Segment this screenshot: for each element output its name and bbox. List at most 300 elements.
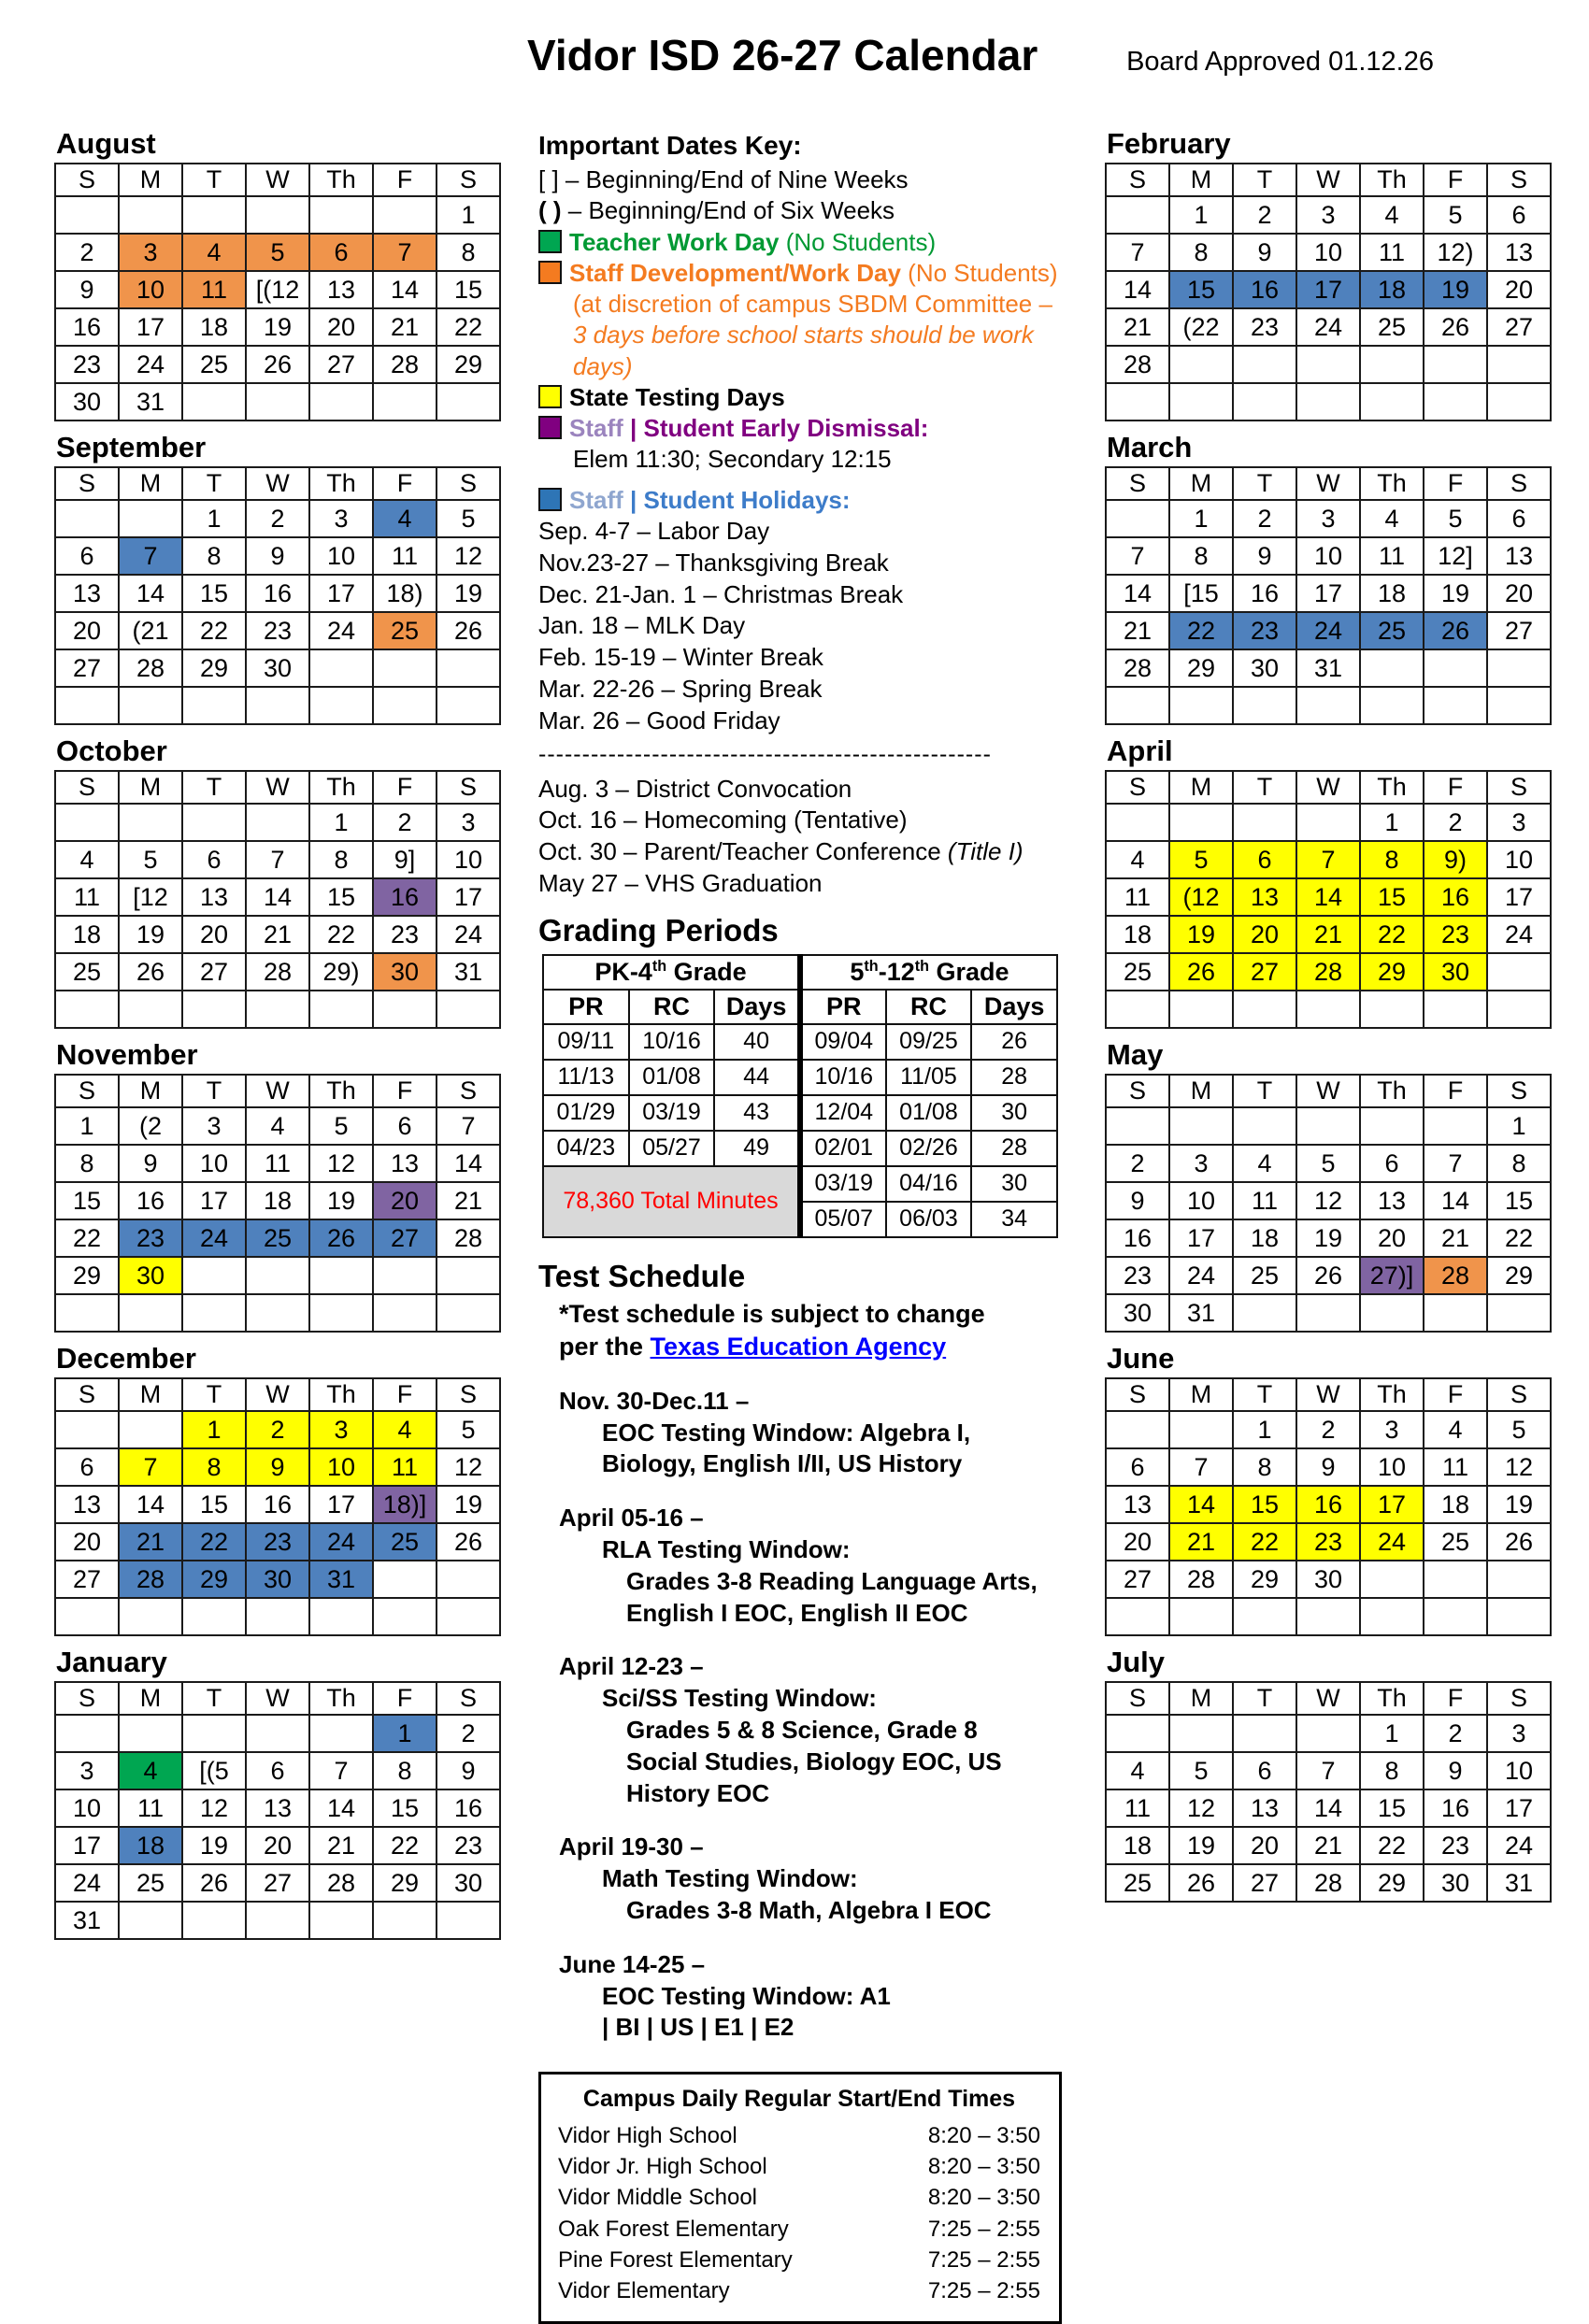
day-cell: 4 <box>246 1107 309 1145</box>
day-cell <box>1169 346 1233 383</box>
day-cell: 24 <box>1487 1827 1551 1864</box>
day-header-cell: S <box>437 1075 500 1107</box>
day-cell: 18 <box>182 308 246 346</box>
day-header-cell: S <box>1106 1075 1169 1107</box>
day-cell: 25 <box>373 612 437 649</box>
day-header-cell: S <box>55 1682 119 1715</box>
campus-time: 7:25 – 2:55 <box>927 2216 1040 2242</box>
day-cell <box>1106 196 1169 234</box>
day-cell: 19 <box>182 1827 246 1864</box>
day-header-cell: S <box>437 771 500 804</box>
day-cell <box>309 1715 373 1752</box>
day-cell: 27 <box>246 1864 309 1902</box>
day-cell: 19 <box>119 916 182 953</box>
day-cell: 12 <box>437 537 500 575</box>
day-cell: 1 <box>1360 804 1424 841</box>
day-cell: 21 <box>1424 1219 1487 1257</box>
day-cell: 1 <box>1169 500 1233 537</box>
day-cell <box>1169 1107 1233 1145</box>
day-cell: 7 <box>1296 1752 1360 1789</box>
day-header-cell: W <box>1296 771 1360 804</box>
day-cell: 21 <box>309 1827 373 1864</box>
grading-cell: 34 <box>971 1202 1057 1237</box>
day-cell: 24 <box>309 612 373 649</box>
day-header-cell: T <box>1233 164 1296 196</box>
day-cell: 7 <box>1296 841 1360 878</box>
day-cell: 21 <box>1296 916 1360 953</box>
day-cell: 23 <box>55 346 119 383</box>
middle-column <box>529 125 1077 2324</box>
test-schedule-note <box>559 1298 989 1363</box>
day-cell <box>1106 1107 1169 1145</box>
day-cell: 2 <box>1233 500 1296 537</box>
teacher-workday-label: Teacher Work Day <box>569 227 780 256</box>
day-cell: 3 <box>1296 196 1360 234</box>
day-cell: 25 <box>1360 612 1424 649</box>
day-cell: 15 <box>1360 1789 1424 1827</box>
day-cell: 4 <box>182 234 246 271</box>
day-cell: 17 <box>1487 878 1551 916</box>
holidays-block <box>538 485 1069 737</box>
day-cell: 7 <box>119 1448 182 1486</box>
day-cell <box>1424 687 1487 724</box>
day-cell <box>1106 1411 1169 1448</box>
day-cell: 17 <box>1296 271 1360 308</box>
day-cell: 25 <box>1233 1257 1296 1294</box>
test-item-line: English I EOC, English II EOC <box>626 1598 968 1627</box>
day-cell: 3 <box>309 1411 373 1448</box>
day-cell: 16 <box>119 1182 182 1219</box>
day-cell: 23 <box>373 916 437 953</box>
day-cell <box>55 196 119 234</box>
day-header-cell: F <box>373 1378 437 1411</box>
day-cell: 14 <box>119 1486 182 1523</box>
day-cell: 1 <box>1169 196 1233 234</box>
test-item-line: Sci/SS Testing Window: <box>602 1684 877 1713</box>
day-cell: 1 <box>55 1107 119 1145</box>
month-title: May <box>1107 1038 1164 1071</box>
day-cell: 4 <box>1360 500 1424 537</box>
day-cell: 27 <box>55 1561 119 1598</box>
day-cell: 9 <box>119 1145 182 1182</box>
day-cell: 17 <box>119 308 182 346</box>
day-header-cell: T <box>1233 1378 1296 1411</box>
day-cell: 29 <box>1233 1561 1296 1598</box>
day-cell <box>1233 687 1296 724</box>
month-march <box>1105 431 1552 725</box>
grading-cell: 06/03 <box>886 1202 972 1237</box>
day-cell <box>1106 1598 1169 1635</box>
holiday-item: Mar. 22-26 – Spring Break <box>538 674 823 703</box>
event-text: Oct. 30 – Parent/Teacher Conference <box>538 837 948 866</box>
day-cell: 24 <box>55 1864 119 1902</box>
day-header-cell: S <box>55 1075 119 1107</box>
day-cell: 4 <box>1106 1752 1169 1789</box>
day-cell <box>1233 1715 1296 1752</box>
test-item-line: Biology, English I/II, US History <box>602 1449 963 1478</box>
day-cell <box>182 687 246 724</box>
day-header-cell: M <box>1169 771 1233 804</box>
day-cell: 13 <box>309 271 373 308</box>
day-header-cell: S <box>437 1682 500 1715</box>
campus-name: Vidor Jr. High School <box>558 2154 767 2180</box>
day-cell: 29) <box>309 953 373 991</box>
day-cell: 15 <box>1360 878 1424 916</box>
month-title: March <box>1107 431 1193 463</box>
day-cell: 14 <box>119 575 182 612</box>
day-header-cell: W <box>246 771 309 804</box>
day-cell: 12 <box>437 1448 500 1486</box>
month-title: June <box>1107 1342 1175 1375</box>
day-cell <box>119 1598 182 1635</box>
grading-cell: 04/16 <box>886 1166 972 1202</box>
day-cell: 28 <box>1424 1257 1487 1294</box>
grading-cell: 03/19 <box>800 1166 886 1202</box>
day-header-cell: T <box>182 1682 246 1715</box>
day-header-cell: M <box>119 771 182 804</box>
day-cell: 11 <box>119 1789 182 1827</box>
day-cell: 9] <box>373 841 437 878</box>
day-cell <box>1296 991 1360 1028</box>
day-cell: 14 <box>437 1145 500 1182</box>
day-cell: 10 <box>1296 234 1360 271</box>
day-cell: 12 <box>309 1145 373 1182</box>
day-cell <box>1487 346 1551 383</box>
holidays-pipe: | <box>623 485 644 514</box>
test-schedule-items <box>538 1386 1069 2044</box>
day-cell <box>373 383 437 421</box>
month-title: February <box>1107 127 1231 160</box>
day-cell: 7 <box>246 841 309 878</box>
day-cell <box>55 804 119 841</box>
day-header-cell: S <box>1487 771 1551 804</box>
day-cell <box>246 1294 309 1332</box>
day-cell: 25 <box>1360 308 1424 346</box>
staff-development-label: Staff Development/Work Day <box>569 258 901 287</box>
day-cell: 13 <box>1106 1486 1169 1523</box>
day-cell: 11 <box>373 537 437 575</box>
grading-cell: 10/16 <box>800 1060 886 1095</box>
day-cell: 27)] <box>1360 1257 1424 1294</box>
day-cell: 3 <box>1487 1715 1551 1752</box>
test-item-line: Grades 3-8 Reading Language Arts, <box>626 1566 1038 1595</box>
campus-row <box>558 2151 1040 2182</box>
day-cell: 23 <box>437 1827 500 1864</box>
day-cell <box>182 804 246 841</box>
day-cell <box>246 383 309 421</box>
day-cell: 27 <box>55 649 119 687</box>
grading-col-header: PR <box>800 990 886 1024</box>
grade-band-header-5-12: 5th-12th Grade <box>800 955 1057 990</box>
day-cell: 24 <box>309 1523 373 1561</box>
day-cell: 1 <box>1487 1107 1551 1145</box>
day-cell: 4 <box>55 841 119 878</box>
day-cell <box>437 1294 500 1332</box>
day-cell: 10 <box>1487 841 1551 878</box>
day-header-cell: M <box>119 1378 182 1411</box>
page-header <box>54 24 1552 125</box>
day-cell: 8 <box>1360 841 1424 878</box>
day-cell: 28 <box>119 649 182 687</box>
day-cell <box>1296 1598 1360 1635</box>
day-cell <box>1106 500 1169 537</box>
grading-cell: 10/16 <box>629 1024 715 1060</box>
day-cell: 7 <box>373 234 437 271</box>
day-cell <box>437 991 500 1028</box>
day-cell: 28 <box>1106 649 1169 687</box>
day-cell <box>119 1902 182 1939</box>
test-item <box>559 1832 1069 1926</box>
grading-col-header: Days <box>971 990 1057 1024</box>
test-item-date: Nov. 30-Dec.11 – <box>559 1386 750 1415</box>
day-header-cell: Th <box>1360 771 1424 804</box>
day-cell: 6 <box>246 1752 309 1789</box>
day-cell: 27 <box>1233 953 1296 991</box>
day-cell <box>246 1257 309 1294</box>
test-note-text: *Test schedule is subject to change per the <box>559 1299 985 1361</box>
day-header-cell: S <box>1106 771 1169 804</box>
day-header-cell: S <box>1487 1075 1551 1107</box>
month-title: April <box>1107 734 1173 767</box>
day-cell <box>373 1598 437 1635</box>
staff-development-note <box>573 289 1069 382</box>
month-table <box>54 1681 501 1940</box>
day-cell <box>182 1294 246 1332</box>
day-cell <box>1360 1294 1424 1332</box>
day-cell: 22 <box>182 1523 246 1561</box>
day-cell: 11 <box>246 1145 309 1182</box>
day-cell: 11 <box>55 878 119 916</box>
day-cell: 14 <box>246 878 309 916</box>
day-cell: 22 <box>373 1827 437 1864</box>
day-cell: 30 <box>437 1864 500 1902</box>
day-cell: 24 <box>437 916 500 953</box>
day-cell <box>1487 1294 1551 1332</box>
right-month-column <box>1105 125 1552 2324</box>
grading-cell: 12/04 <box>800 1095 886 1131</box>
month-table <box>1105 1074 1552 1333</box>
day-header-cell: T <box>182 467 246 500</box>
day-cell <box>119 1411 182 1448</box>
day-cell <box>119 196 182 234</box>
day-cell: 26 <box>437 612 500 649</box>
day-cell: 18 <box>1106 916 1169 953</box>
day-cell: 13 <box>373 1145 437 1182</box>
day-cell: 13 <box>1233 878 1296 916</box>
holiday-item: Jan. 18 – MLK Day <box>538 611 746 640</box>
day-cell: 8 <box>182 537 246 575</box>
day-header-cell: S <box>437 164 500 196</box>
campus-name: Oak Forest Elementary <box>558 2216 789 2242</box>
day-cell: 22 <box>55 1219 119 1257</box>
day-cell: 13 <box>182 878 246 916</box>
day-header-cell: T <box>182 1075 246 1107</box>
day-cell: 21 <box>246 916 309 953</box>
day-cell <box>1233 383 1296 421</box>
day-cell <box>1424 991 1487 1028</box>
day-cell: 23 <box>1106 1257 1169 1294</box>
holiday-item: Sep. 4-7 – Labor Day <box>538 516 770 545</box>
day-cell: 29 <box>182 1561 246 1598</box>
texas-education-agency-link[interactable]: Texas Education Agency <box>650 1332 947 1361</box>
day-cell: 2 <box>246 1411 309 1448</box>
day-cell: 7 <box>1106 234 1169 271</box>
day-cell <box>182 1902 246 1939</box>
grading-col-header: Days <box>714 990 800 1024</box>
grading-cell: 05/07 <box>800 1202 886 1237</box>
grading-cell: 28 <box>971 1131 1057 1166</box>
day-cell <box>182 383 246 421</box>
day-cell: 28 <box>1169 1561 1233 1598</box>
day-header-cell: M <box>1169 1075 1233 1107</box>
day-cell <box>1169 991 1233 1028</box>
day-cell: 23 <box>119 1219 182 1257</box>
day-header-cell: M <box>1169 467 1233 500</box>
day-cell: 12 <box>1296 1182 1360 1219</box>
campus-time: 7:25 – 2:55 <box>927 2246 1040 2273</box>
day-cell: 5 <box>1169 841 1233 878</box>
six-weeks-label: – Beginning/End of Six Weeks <box>561 196 895 225</box>
day-cell: 31 <box>309 1561 373 1598</box>
grading-cell: 30 <box>971 1095 1057 1131</box>
day-cell: 9 <box>55 271 119 308</box>
day-cell <box>1487 1598 1551 1635</box>
grade-band-header-pk4: PK-4th Grade <box>543 955 800 990</box>
month-table <box>1105 163 1552 421</box>
day-cell: 30 <box>1296 1561 1360 1598</box>
day-header-cell: T <box>182 1378 246 1411</box>
day-cell: 24 <box>1487 916 1551 953</box>
day-cell: 19 <box>246 308 309 346</box>
grading-cell: 09/11 <box>543 1024 629 1060</box>
day-cell: 20 <box>55 612 119 649</box>
campus-row <box>558 2245 1040 2275</box>
month-september <box>54 431 501 725</box>
day-cell: 18 <box>1424 1486 1487 1523</box>
day-cell: 13 <box>55 1486 119 1523</box>
month-table <box>1105 1681 1552 1903</box>
campus-time: 7:25 – 2:55 <box>927 2277 1040 2303</box>
month-table <box>1105 1377 1552 1636</box>
day-cell: 8 <box>182 1448 246 1486</box>
day-cell: [12 <box>119 878 182 916</box>
day-cell: 24 <box>1296 612 1360 649</box>
day-cell: 3 <box>55 1752 119 1789</box>
day-cell: 15 <box>1233 1486 1296 1523</box>
day-cell <box>1106 804 1169 841</box>
day-cell <box>119 500 182 537</box>
day-cell <box>1233 991 1296 1028</box>
day-cell: 3 <box>309 500 373 537</box>
day-cell: 21 <box>1169 1523 1233 1561</box>
day-cell: 30 <box>246 1561 309 1598</box>
day-cell: 6 <box>55 537 119 575</box>
campus-row <box>558 2275 1040 2306</box>
early-dismissal-detail: Elem 11:30; Secondary 12:15 <box>573 445 892 474</box>
day-cell <box>1360 346 1424 383</box>
day-cell: 1 <box>182 1411 246 1448</box>
day-cell: 16 <box>437 1789 500 1827</box>
day-cell: 21 <box>1106 612 1169 649</box>
day-header-cell: M <box>1169 164 1233 196</box>
day-cell: 31 <box>119 383 182 421</box>
day-cell: 26 <box>1296 1257 1360 1294</box>
day-cell: 28 <box>1106 346 1169 383</box>
grading-cell: 02/01 <box>800 1131 886 1166</box>
day-cell: 3 <box>1360 1411 1424 1448</box>
day-cell: 26 <box>437 1523 500 1561</box>
day-cell: 20 <box>1360 1219 1424 1257</box>
day-cell: 21 <box>119 1523 182 1561</box>
grading-cell: 44 <box>714 1060 800 1095</box>
day-header-cell: W <box>246 1075 309 1107</box>
day-cell: 12] <box>1424 537 1487 575</box>
day-cell: (12 <box>1169 878 1233 916</box>
grading-cell: 49 <box>714 1131 800 1166</box>
day-cell: 23 <box>246 1523 309 1561</box>
month-table <box>54 1074 501 1333</box>
day-cell <box>1487 687 1551 724</box>
state-testing-swatch-icon <box>538 385 562 408</box>
campus-name: Vidor High School <box>558 2123 737 2149</box>
day-cell <box>1487 991 1551 1028</box>
day-cell <box>1360 1561 1424 1598</box>
day-cell: 18)] <box>373 1486 437 1523</box>
month-table <box>54 770 501 1029</box>
day-cell: 6 <box>55 1448 119 1486</box>
day-cell: 6 <box>373 1107 437 1145</box>
day-header-cell: T <box>1233 1682 1296 1715</box>
events-block <box>538 774 1069 900</box>
day-cell: 27 <box>309 346 373 383</box>
day-cell: 1 <box>373 1715 437 1752</box>
day-cell: 30 <box>246 649 309 687</box>
day-header-cell: S <box>1106 1378 1169 1411</box>
day-cell: 2 <box>55 234 119 271</box>
day-cell: 28 <box>373 346 437 383</box>
day-cell: 30 <box>373 953 437 991</box>
day-cell: 26 <box>1169 953 1233 991</box>
day-cell <box>182 991 246 1028</box>
day-cell: 30 <box>1106 1294 1169 1332</box>
day-cell: 30 <box>55 383 119 421</box>
day-cell <box>119 687 182 724</box>
key-holidays <box>538 485 1069 516</box>
day-cell <box>437 1598 500 1635</box>
holiday-item: Nov.23-27 – Thanksgiving Break <box>538 548 889 577</box>
holidays-staff: Staff <box>569 485 623 514</box>
campus-time: 8:20 – 3:50 <box>927 2154 1040 2180</box>
day-cell <box>1169 1598 1233 1635</box>
day-cell: 13 <box>1487 537 1551 575</box>
early-dismissal-pipe: | <box>623 414 644 443</box>
day-cell <box>1487 383 1551 421</box>
day-cell: 20 <box>55 1523 119 1561</box>
day-cell: 9) <box>1424 841 1487 878</box>
day-cell: 22 <box>1233 1523 1296 1561</box>
month-december <box>54 1342 501 1636</box>
day-cell: 9 <box>1233 537 1296 575</box>
day-cell: (21 <box>119 612 182 649</box>
event-item <box>538 805 1069 836</box>
day-cell: 11 <box>1106 1789 1169 1827</box>
day-cell: 25 <box>1106 953 1169 991</box>
day-cell: 27 <box>1487 308 1551 346</box>
event-item <box>538 836 1069 868</box>
day-cell <box>1169 1715 1233 1752</box>
day-header-cell: S <box>55 164 119 196</box>
day-cell <box>373 991 437 1028</box>
